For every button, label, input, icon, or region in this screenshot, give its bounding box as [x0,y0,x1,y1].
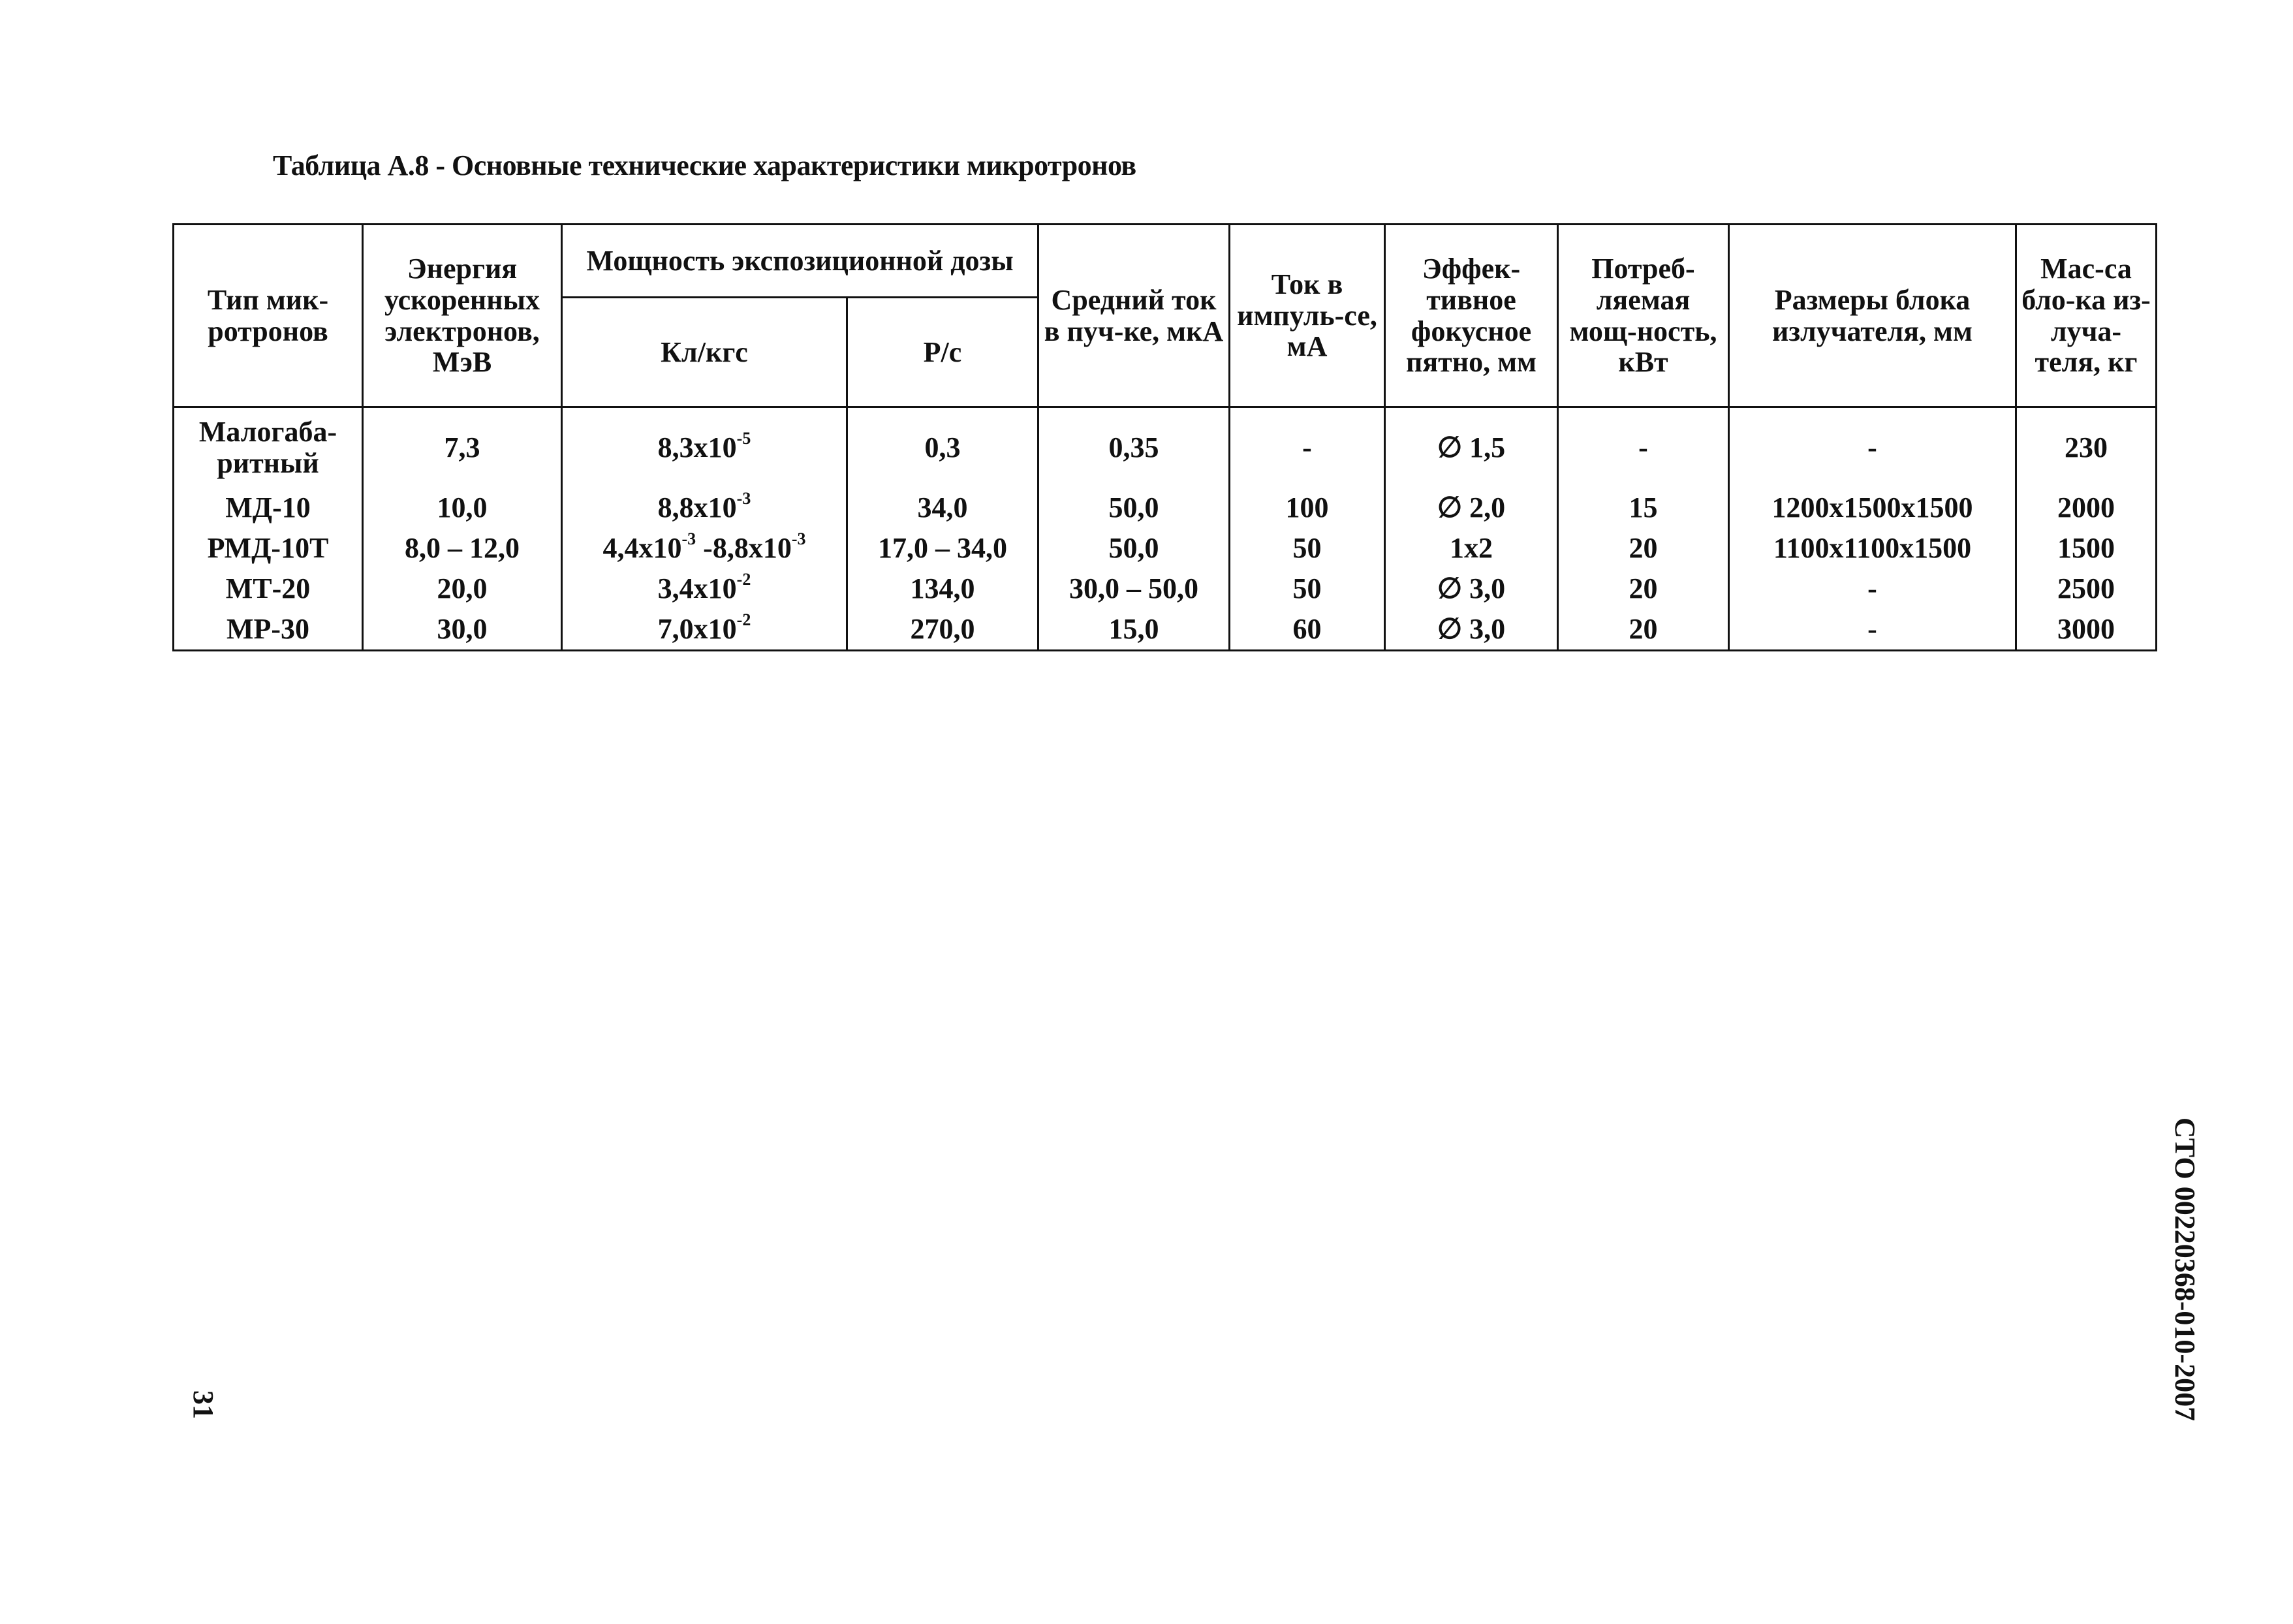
cell-pulse-current: 50 [1230,569,1385,609]
table-row [174,528,2157,569]
cell-dimensions: 1100x1100x1500 [1729,528,2016,569]
cell-type: МД-10 [174,488,363,528]
cell-dose-r-s: 134,0 [847,569,1038,609]
cell-mass: 230 [2016,407,2157,488]
cell-energy: 20,0 [363,569,562,609]
header-mass: Мас-са бло-ка из-луча-теля, кг [2016,225,2157,407]
cell-type: МТ-20 [174,569,363,609]
cell-pulse-current: 100 [1230,488,1385,528]
header-dose-r-s: Р/с [847,298,1038,407]
table-caption: Таблица А.8 - Основные технические характеристики микротронов [273,149,1136,181]
header-energy: Энергия ускоренных электронов, МэВ [363,225,562,407]
cell-mass: 3000 [2016,609,2157,651]
header-dimensions: Размеры блока излучателя, мм [1729,225,2016,407]
cell-focal-spot: 1x2 [1385,528,1558,569]
cell-type: МР-30 [174,609,363,651]
cell-focal-spot: ∅ 2,0 [1385,488,1558,528]
cell-pulse-current: 50 [1230,528,1385,569]
cell-energy: 30,0 [363,609,562,651]
cell-mass: 2500 [2016,569,2157,609]
cell-avg-current: 50,0 [1038,528,1230,569]
cell-type: РМД-10Т [174,528,363,569]
cell-power: - [1558,407,1729,488]
cell-dose-r-s: 17,0 – 34,0 [847,528,1038,569]
cell-avg-current: 0,35 [1038,407,1230,488]
cell-energy: 7,3 [363,407,562,488]
cell-energy: 8,0 – 12,0 [363,528,562,569]
cell-dose-c-kg: $7,0x10^{-2}$ [562,609,847,651]
cell-pulse-current: 60 [1230,609,1385,651]
cell-focal-spot: ∅ 1,5 [1385,407,1558,488]
cell-mass: 2000 [2016,488,2157,528]
cell-dose-c-kg: $4,4x10^{-3}$ $-8,8x10^{-3}$ [562,528,847,569]
page-number: 31 [187,1390,219,1419]
header-avg-current: Средний ток в пуч-ке, мкА [1038,225,1230,407]
cell-focal-spot: ∅ 3,0 [1385,609,1558,651]
table-header [174,225,2157,407]
cell-dose-c-kg: $8,3x10^{-5}$ [562,407,847,488]
header-type: Тип мик-ротронов [174,225,363,407]
table-row [174,407,2157,488]
table-row [174,609,2157,651]
table-row [174,488,2157,528]
header-pulse-current: Ток в импуль-се, мА [1230,225,1385,407]
header-dose-power: Мощность экспозиционной дозы [562,225,1038,298]
cell-dose-r-s: 0,3 [847,407,1038,488]
table-row [174,569,2157,609]
cell-dose-r-s: 270,0 [847,609,1038,651]
table-body [174,407,2157,651]
cell-mass: 1500 [2016,528,2157,569]
cell-avg-current: 30,0 – 50,0 [1038,569,1230,609]
cell-dimensions: - [1729,407,2016,488]
header-power: Потреб-ляемая мощ-ность, кВт [1558,225,1729,407]
cell-pulse-current: - [1230,407,1385,488]
cell-power: 20 [1558,569,1729,609]
cell-type: Малогаба-ритный [174,407,363,488]
cell-dimensions: 1200x1500x1500 [1729,488,2016,528]
cell-focal-spot: ∅ 3,0 [1385,569,1558,609]
cell-avg-current: 15,0 [1038,609,1230,651]
cell-dimensions: - [1729,569,2016,609]
cell-power: 15 [1558,488,1729,528]
cell-power: 20 [1558,609,1729,651]
document-code: СТО 00220368-010-2007 [2169,1117,2201,1422]
header-dose-c-kg: Кл/кгс [562,298,847,407]
cell-dose-c-kg: $3,4x10^{-2}$ [562,569,847,609]
header-focal-spot: Эффек-тивное фокусное пятно, мм [1385,225,1558,407]
cell-power: 20 [1558,528,1729,569]
cell-dose-c-kg: $8,8x10^{-3}$ [562,488,847,528]
microtron-spec-table [172,223,2157,651]
cell-energy: 10,0 [363,488,562,528]
cell-dose-r-s: 34,0 [847,488,1038,528]
cell-dimensions: - [1729,609,2016,651]
cell-avg-current: 50,0 [1038,488,1230,528]
